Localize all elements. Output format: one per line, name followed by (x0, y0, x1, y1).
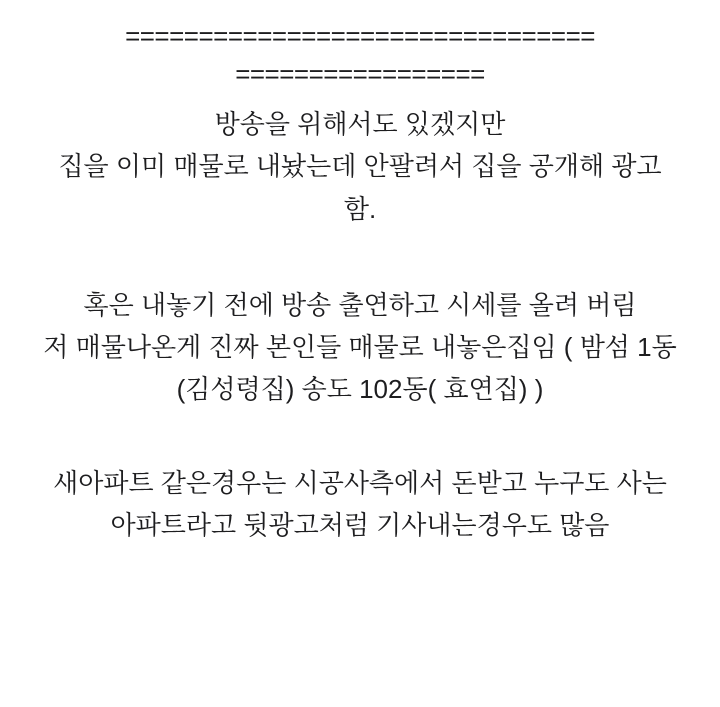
paragraph-3: 혹은 내놓기 전에 방송 출연하고 시세를 올려 버림 (83, 289, 637, 320)
spacer-after-divider (40, 93, 680, 103)
divider-line-bottom: ================= (235, 58, 485, 89)
spacer-block-2 (40, 410, 680, 462)
paragraph-1: 방송을 위해서도 있겠지만 (214, 109, 506, 140)
spacer-block-1 (40, 230, 680, 284)
paragraph-2: 집을 이미 매물로 내놨는데 안팔려서 집을 공개해 광고 함. (58, 151, 662, 224)
paragraph-5: 새아파트 같은경우는 시공사측에서 돈받고 누구도 사는 아파트라고 뒷광고처럼 기사내는경우도 많음 (53, 468, 667, 541)
paragraph-4: 저 매물나온게 진짜 본인들 매물로 내놓은집임 ( 밤섬 1동 (김성령집) 송도 102동( 효연집) ) (43, 331, 677, 404)
divider-line-top: ================================ (125, 21, 595, 51)
